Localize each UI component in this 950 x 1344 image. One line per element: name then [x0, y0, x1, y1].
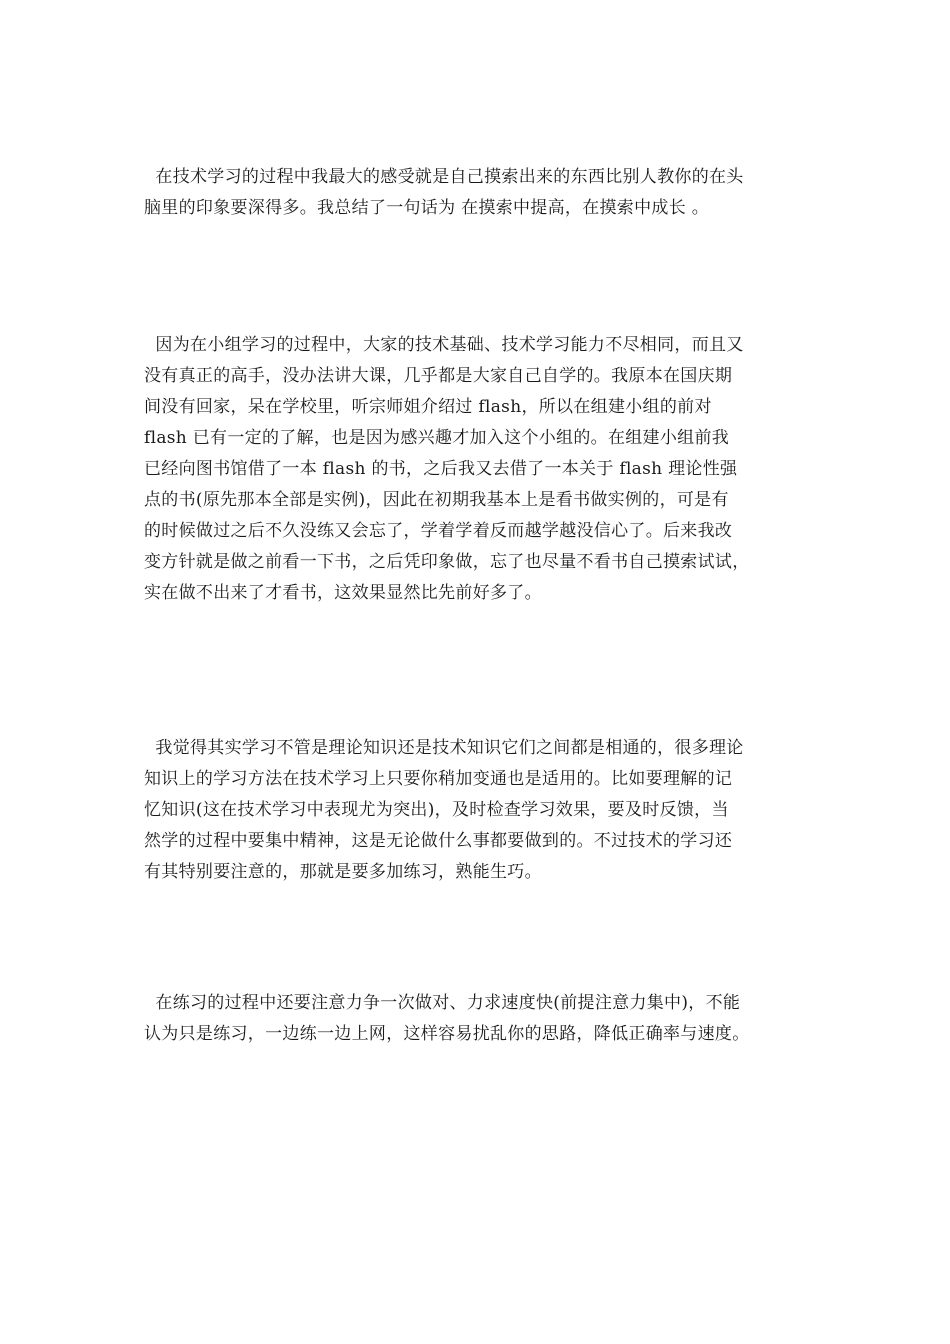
- text-line: 脑里的印象要深得多。我总结了一句话为 在摸索中提高，在摸索中成长 。: [144, 198, 710, 218]
- paragraph-3: [144, 733, 744, 888]
- text-line: 然学的过程中要集中精神，这是无论做什么事都要做到的。不过技术的学习还: [144, 831, 733, 851]
- paragraph-1: [144, 162, 744, 224]
- text-line: 我觉得其实学习不管是理论知识还是技术知识它们之间都是相通的，很多理论: [144, 738, 744, 758]
- text-line: 认为只是练习，一边练一边上网，这样容易扰乱你的思路，降低正确率与速度。: [144, 1024, 750, 1044]
- paragraph-2: [144, 330, 750, 609]
- text-line: 变方针就是做之前看一下书，之后凭印象做，忘了也尽量不看书自己摸索试试，: [144, 552, 750, 572]
- text-line: 在技术学习的过程中我最大的感受就是自己摸索出来的东西比别人教你的在头: [144, 167, 744, 187]
- text-line: 间没有回家，呆在学校里，听宗师姐介绍过 flash，所以在组建小组的前对: [144, 397, 712, 417]
- text-line: flash 已有一定的了解，也是因为感兴趣才加入这个小组的。在组建小组前我: [144, 428, 730, 448]
- text-line: 知识上的学习方法在技术学习上只要你稍加变通也是适用的。比如要理解的记: [144, 769, 733, 789]
- text-line: 因为在小组学习的过程中，大家的技术基础、技术学习能力不尽相同，而且又: [144, 335, 744, 355]
- text-line: 在练习的过程中还要注意力争一次做对、力求速度快(前提注意力集中)，不能: [144, 993, 741, 1013]
- text-line: 没有真正的高手，没办法讲大课，几乎都是大家自己自学的。我原本在国庆期: [144, 366, 733, 386]
- text-line: 实在做不出来了才看书，这效果显然比先前好多了。: [144, 583, 542, 603]
- paragraph-4: [144, 988, 750, 1050]
- text-line: 忆知识(这在技术学习中表现尤为突出)，及时检查学习效果，要及时反馈，当: [144, 800, 729, 820]
- text-line: 已经向图书馆借了一本 flash 的书，之后我又去借了一本关于 flash 理论性强: [144, 459, 738, 479]
- text-line: 有其特别要注意的，那就是要多加练习，熟能生巧。: [144, 862, 542, 882]
- text-line: 点的书(原先那本全部是实例)，因此在初期我基本上是看书做实例的，可是有: [144, 490, 729, 510]
- text-line: 的时候做过之后不久没练又会忘了，学着学着反而越学越没信心了。后来我改: [144, 521, 733, 541]
